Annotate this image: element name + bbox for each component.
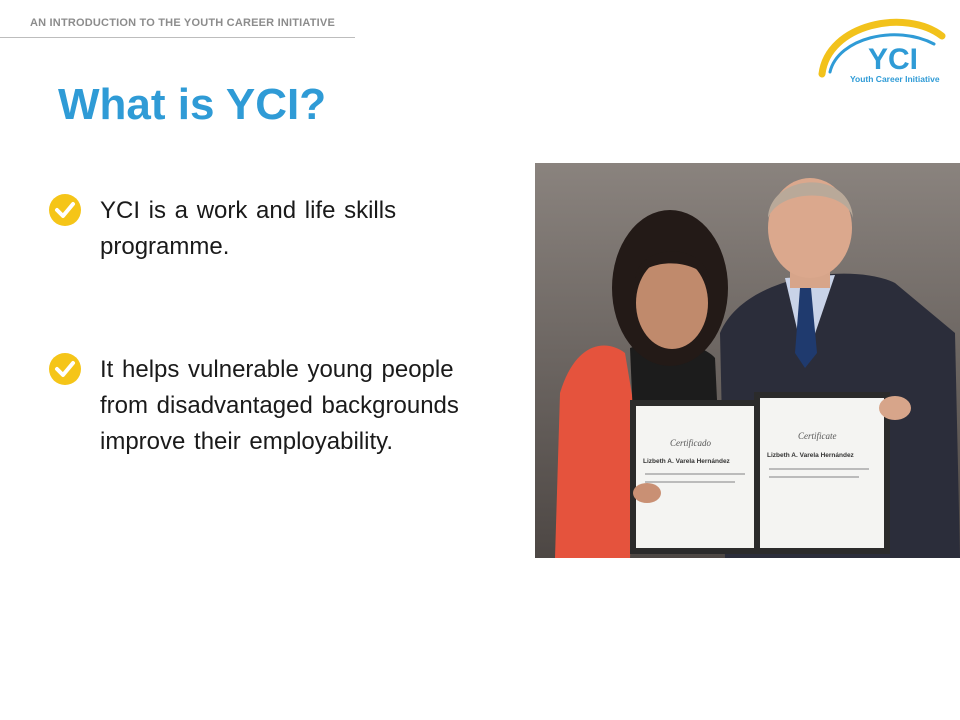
certificate-photo [535, 163, 960, 558]
bullet-text: YCI is a work and life skills programme. [100, 197, 397, 260]
certificate-left-heading: Certificado [670, 438, 711, 448]
logo-tagline: Youth Career Initiative [850, 74, 940, 84]
certificate-left-name: Lizbeth A. Varela Hernández [643, 458, 730, 465]
certificate-right-name: Lizbeth A. Varela Hernández [767, 452, 854, 459]
checkmark-icon [48, 193, 82, 227]
header-text: AN INTRODUCTION TO THE YOUTH CAREER INITIATIVE [30, 17, 335, 29]
slide-title: What is YCI? [58, 80, 327, 129]
logo-acronym: YCI [868, 43, 919, 76]
checkmark-icon [48, 352, 82, 386]
header-divider [0, 37, 355, 38]
certificate-right-heading: Certificate [798, 431, 837, 441]
yci-logo [816, 14, 946, 90]
bullet-text: It helps vulnerable young people from disadvantaged backgrounds improve their employability. [100, 356, 459, 455]
